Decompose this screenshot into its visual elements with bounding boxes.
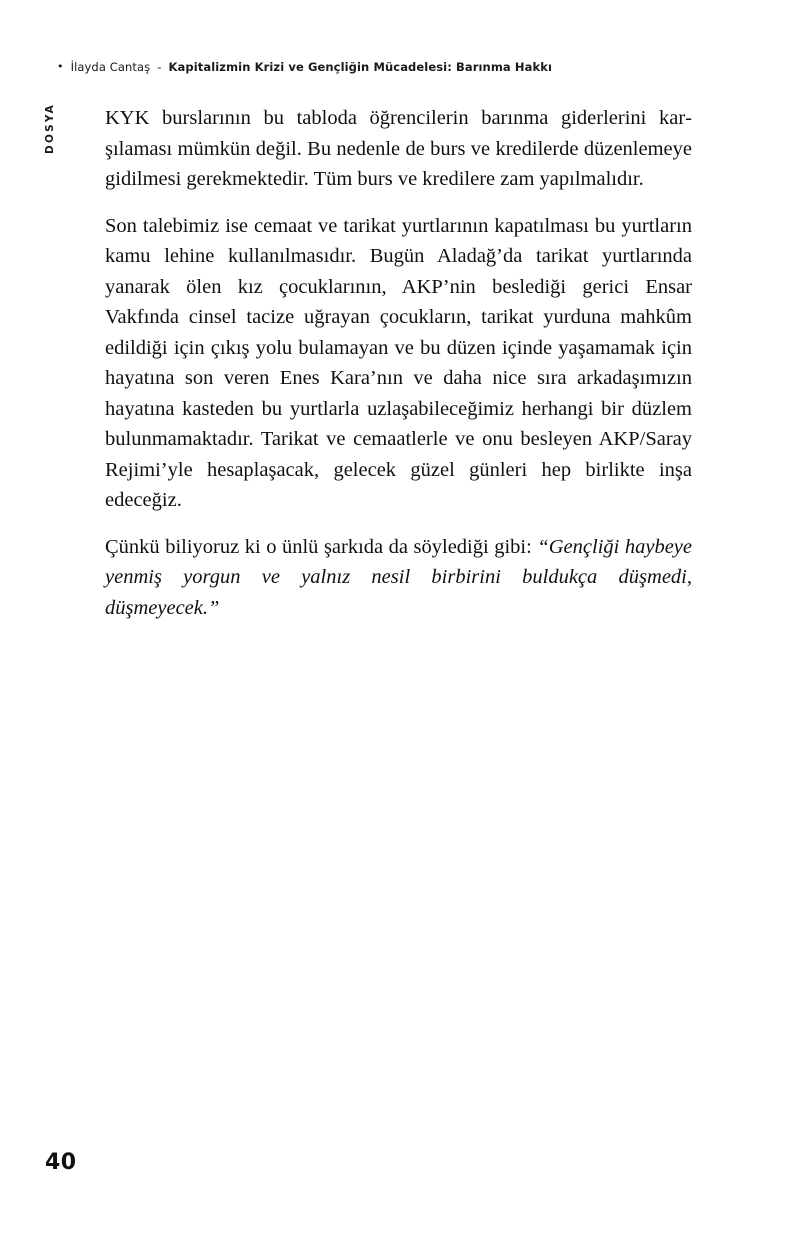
body-text-column <box>105 103 692 623</box>
song-quote: “Gençliği haybeye yenmiş yorgun ve yalnız nesil birbirini buldukça düşmedi, düşmeyecek.” <box>105 535 693 619</box>
paragraph-lead-text: Çünkü biliyoruz ki o ünlü şarkıda da söylediği gibi: <box>105 535 538 558</box>
running-head-separator: - <box>157 60 162 74</box>
running-head <box>57 60 728 74</box>
paragraph: Son talebimiz ise cemaat ve tarikat yurtlarının kapatılması bu yurtların kamu lehine kullanılmasıdır. Bugün Aladağ’da tarikat yurtlarında yanarak ölen kız çocuklarının, AKP’nin beslediği gerici Ensar Vakfında cinsel tacize uğrayan çocukların, tarikat yurduna mahkûm edildiği için çıkış yolu bulamayan ve bu düzen içinde yaşamamak için hayatına son veren Enes Kara’nın ve daha nice sıra arkadaşımızın hayatına kasteden bu yurtlarla uzlaşabileceğimiz herhangi bir düzlem bulunmamaktadır. Tarikat ve cemaatlerle ve onu besleyen AKP/Saray Rejimi’yle hesaplaşacak, gelecek güzel günleri hep birlikte inşa edeceğiz. <box>105 214 692 511</box>
paragraph-with-quote <box>105 532 692 624</box>
section-tab-label: DOSYA <box>44 103 56 154</box>
running-head-title: Kapitalizmin Krizi ve Gençliğin Mücadelesi: Barınma Hakkı <box>168 60 553 74</box>
bullet-icon: • <box>57 60 64 73</box>
page-number: 40 <box>45 1150 77 1175</box>
paragraph: KYK burslarının bu tabloda öğrencilerin barınma giderlerini karşılaması mümkün değil. Bu nedenle de burs ve kredilerde düzenlemeye gidilmesi gerekmektedir. Tüm burs ve kredilere zam yapılmalıdır. <box>105 107 692 190</box>
running-head-author: İlayda Cantaş <box>70 60 151 74</box>
